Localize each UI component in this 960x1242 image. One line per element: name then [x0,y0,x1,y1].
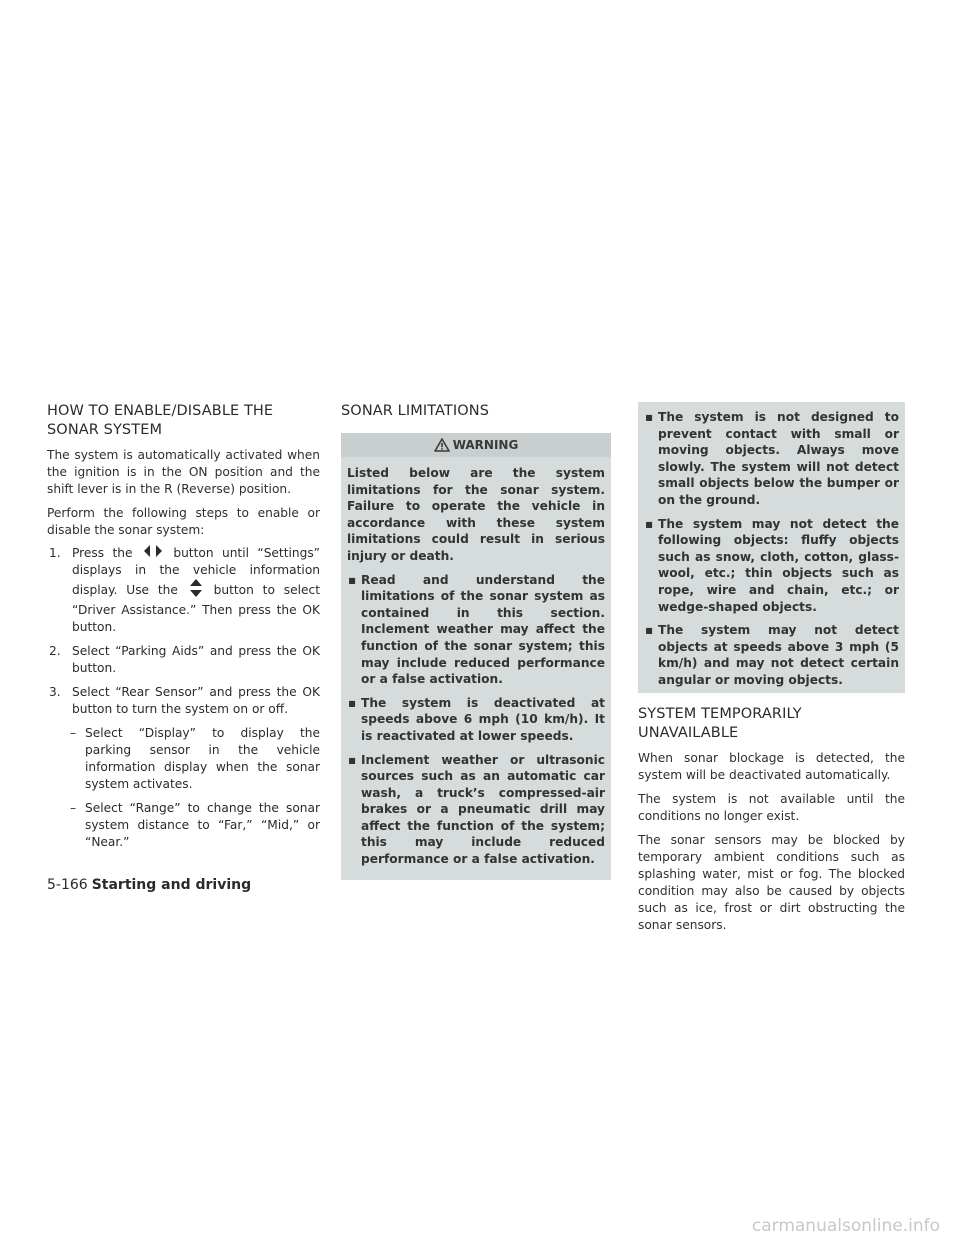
warning-continued-box [638,402,905,693]
dash-marker: – [70,726,77,740]
list-item [644,622,899,688]
bullet-text: The system may not detect the following objects: fluffy objects such as snow, cloth, cotton, glass-wool, etc.; thin objects such as rope, wire and chain, etc.; or wedge-shaped objects. [658,516,899,614]
steps-list [47,545,320,851]
step-number: 2. [49,644,61,658]
warning-bullets [347,572,605,868]
paragraph: The sonar sensors may be blocked by temporary ambient conditions such as splashing water, mist or fog. The blocked condition may also be caused by objects such as ice, frost or dirt obstructing the sonar sensors. [638,832,905,932]
paragraph: The system is automatically activated when the ignition is in the ON position and the shift lever is in the R (Reverse) position. [47,448,320,496]
list-item [347,695,605,745]
column-sonar-limitations [341,402,611,880]
step-number: 1. [49,546,61,560]
warning-intro: Listed below are the system limitations for the sonar system. Failure to operate the vehicle in accordance with these system limitations could result in serious injury or death. [347,466,605,563]
up-down-arrows-icon [190,579,202,602]
list-item [644,516,899,616]
paragraph: When sonar blockage is detected, the system will be deactivated automatically. [638,750,905,782]
list-item [347,752,605,868]
page-number: 5-166 [47,877,88,893]
list-item [47,800,320,851]
section-heading-sonar-limitations: SONAR LIMITATIONS [341,403,490,419]
list-item [644,409,899,509]
section-heading-enable-disable [47,402,320,440]
sub-text: Select “Display” to display the parking sensor in the vehicle information display when the sonar system activates. [85,726,320,791]
step-text: button until “Settings” displays in the vehicle information display. Use the [72,546,320,597]
warning-triangle-icon [434,438,450,452]
paragraph: The system is not available until the conditions no longer exist. [638,791,905,823]
bullet-text: The system is deactivated at speeds above 6 mph (10 km/h). It is reactivated at lower speeds. [361,695,605,743]
list-item [47,643,320,677]
warning-box [341,433,611,880]
warning-content [341,457,611,868]
warning-header [341,433,611,457]
bullet-text: Inclement weather or ultrasonic sources such as an automatic car wash, a truck’s compressed-air brakes or a pneumatic drill may affect the function of the system; this may include reduced performance or a false activation. [361,752,605,867]
bullet-marker: ▪ [348,695,357,710]
list-item [347,572,605,688]
heading-line: SYSTEM TEMPORARILY [638,705,802,722]
bullet-text: The system may not detect objects at speeds above 3 mph (5 km/h) and may not detect certain angular or moving objects. [658,623,899,687]
bullet-marker: ▪ [645,516,654,531]
heading-line: SONAR SYSTEM [47,422,163,438]
bullet-text: The system is not designed to prevent contact with small or moving objects. Always move slowly. The system will not detect small objects below the bumper or on the ground. [658,410,899,507]
sub-list [47,725,320,851]
list-item [47,545,320,636]
sub-text: Select “Range” to change the sonar system distance to “Far,” “Mid,” or “Near.” [85,801,320,849]
list-item [47,725,320,793]
bullet-marker: ▪ [348,752,357,767]
left-right-arrows-icon [144,545,162,562]
bullet-marker: ▪ [645,410,654,424]
column-continued-warning [638,402,905,934]
bullet-marker: ▪ [348,572,357,587]
warning-bullets-continued [644,409,899,689]
column-enable-disable [47,402,320,858]
watermark: carmanualsonline.info [751,1216,940,1236]
step-text: Select “Parking Aids” and press the OK button. [72,644,320,675]
dash-marker: – [70,801,77,815]
step-number: 3. [49,685,61,699]
bullet-marker: ▪ [645,623,654,638]
step-text: Select “Rear Sensor” and press the OK button to turn the system on or off. [72,685,320,716]
page-footer [47,877,251,893]
section-heading-temporarily-unavailable [638,705,905,743]
heading-line: HOW TO ENABLE/DISABLE THE [47,403,274,419]
paragraph: Perform the following steps to enable or disable the sonar system: [47,506,320,537]
section-title: Starting and driving [91,877,252,893]
bullet-text: Read and understand the limitations of the sonar system as contained in this section. Inclement weather may affect the function of the sonar system; this may include reduced performance or a false activation. [361,572,605,687]
list-item [47,684,320,851]
heading-line: UNAVAILABLE [638,724,739,741]
step-text: Press the [72,546,133,560]
step-text: button to select “Driver Assistance.” Then press the OK button. [72,583,320,634]
warning-label: WARNING [452,438,519,452]
